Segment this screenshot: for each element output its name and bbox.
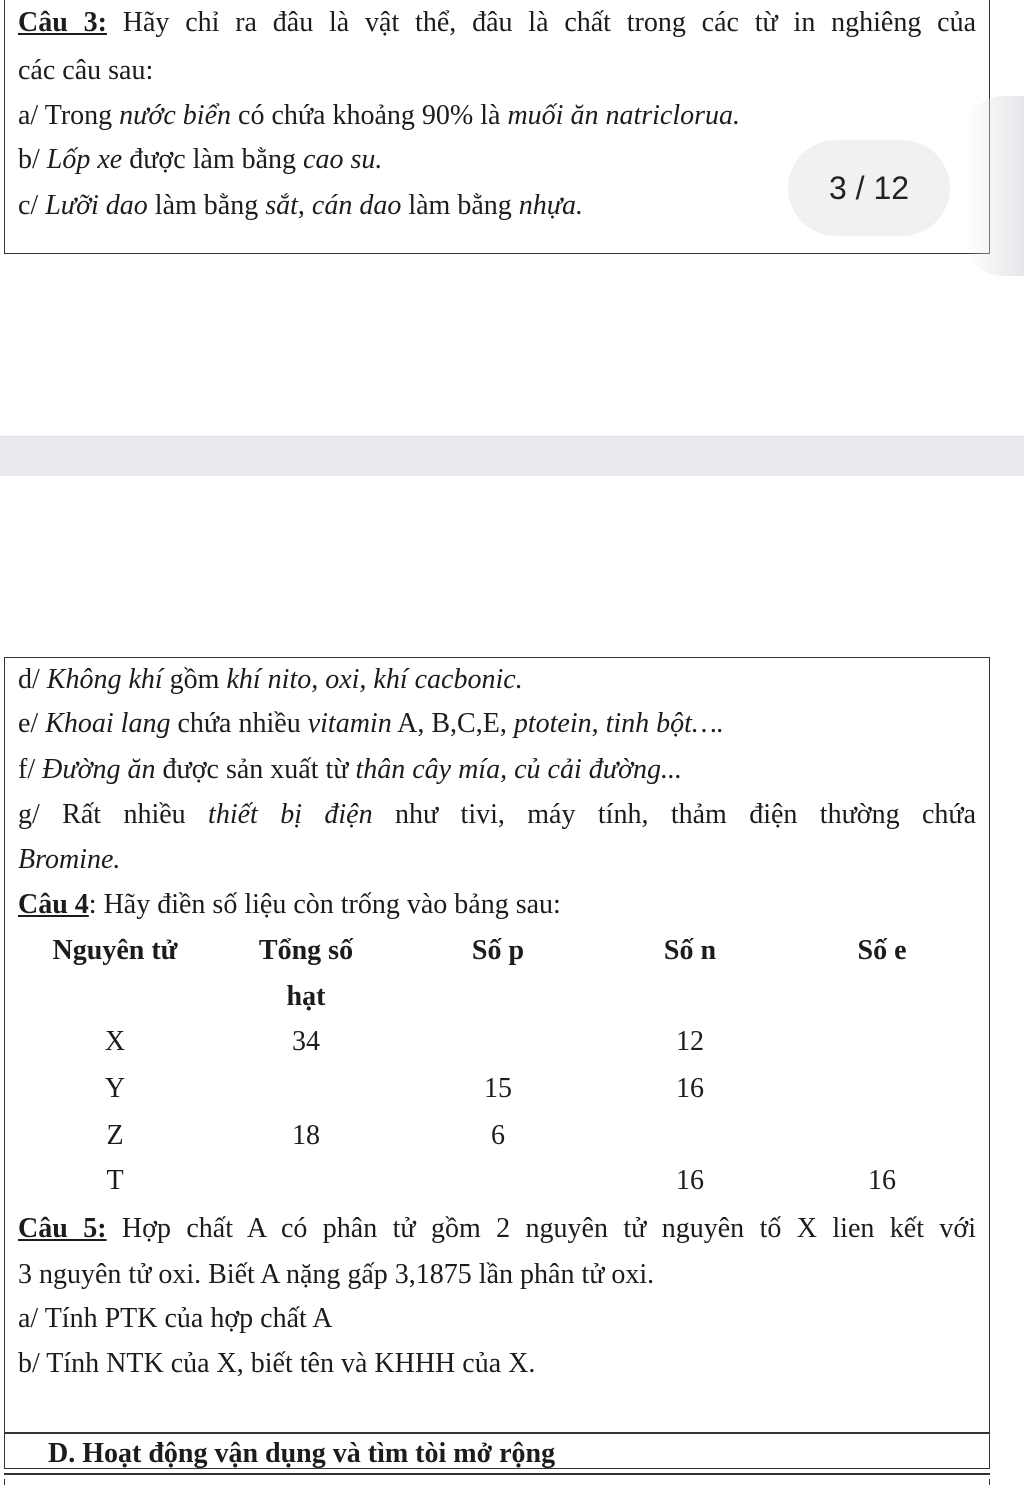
table-header: Tổng số (258, 935, 354, 966)
text: làm bằng (401, 190, 519, 221)
text: f/ (18, 754, 43, 785)
table-cell: 6 (491, 1120, 505, 1151)
italic-term: Lưỡi dao (45, 190, 148, 221)
page-indicator: 3 / 12 (788, 140, 950, 236)
italic-term: cán dao (311, 190, 402, 221)
q3-item-c (18, 188, 583, 224)
q3-item-b (18, 142, 382, 178)
document-page-bottom (0, 476, 1024, 1485)
table-header: Nguyên tử (52, 935, 178, 966)
q3-intro-line2: các câu sau: (18, 55, 154, 86)
scroll-edge-shadow (964, 96, 1024, 276)
italic-term: Không khí (46, 664, 163, 695)
italic-term: Đường ăn (42, 754, 156, 785)
italic-term: thiết bị điện (208, 799, 373, 830)
table-header: Số p (471, 935, 525, 966)
text: a/ Trong (18, 100, 120, 131)
q3-intro-line1 (18, 5, 976, 41)
text: được làm bằng (122, 144, 304, 175)
table-cell: 16 (676, 1073, 704, 1104)
table-header: Số e (857, 935, 907, 966)
q3-item-g (18, 797, 976, 833)
q3-item-f (18, 752, 682, 788)
italic-term: Bromine. (18, 844, 121, 875)
table-header-cont: hạt (286, 981, 326, 1012)
q3-label: Câu 3: (18, 7, 107, 38)
italic-term: vitamin (307, 708, 392, 739)
q5-text: Hợp chất A có phân tử gồm 2 nguyên tử nguyên tố X lien kết với (106, 1213, 976, 1244)
q3-item-d (18, 662, 523, 698)
q3-item-a (18, 98, 740, 134)
q5-item-a: a/ Tính PTK của hợp chất A (18, 1303, 333, 1334)
q5-label: Câu 5: (18, 1213, 107, 1244)
text: d/ (18, 664, 47, 695)
text: , (297, 190, 312, 221)
divider (4, 1432, 990, 1434)
text: có chứa khoảng 90% là (231, 100, 508, 131)
q4-label: Câu 4 (18, 889, 89, 920)
table-cell: Y (104, 1073, 126, 1104)
italic-term: thân cây mía, củ cải đường... (355, 754, 682, 785)
italic-term: khí nito, oxi, khí cacbonic. (226, 664, 523, 695)
italic-term: nhựa. (518, 190, 584, 221)
text: như tivi, máy tính, thảm điện thường chứa (372, 799, 976, 830)
italic-term: Khoai lang (45, 708, 171, 739)
page-gap (0, 436, 1024, 477)
table-edge (4, 1479, 990, 1485)
italic-term: Lốp xe (46, 144, 123, 175)
q5-line2: 3 nguyên tử oxi. Biết A nặng gấp 3,1875 lần phân tử oxi. (18, 1259, 655, 1290)
table-cell: T (106, 1165, 124, 1196)
text: c/ (18, 190, 46, 221)
text: g/ Rất nhiều (18, 799, 209, 830)
italic-term: ptotein, tinh bột…. (513, 708, 724, 739)
text: b/ (18, 144, 47, 175)
q4-heading (18, 887, 561, 923)
q5-item-b: b/ Tính NTK của X, biết tên và KHHH của X. (18, 1348, 536, 1379)
table-header: Số n (663, 935, 717, 966)
table-cell: 16 (676, 1165, 704, 1196)
q5-line1 (18, 1211, 976, 1247)
text: gồm (162, 664, 227, 695)
text: chứa nhiều (170, 708, 308, 739)
table-cell: 34 (292, 1026, 320, 1057)
q3-item-e (18, 706, 724, 742)
table-cell: 15 (484, 1073, 512, 1104)
italic-term: nước biển (119, 100, 232, 131)
section-d-heading: D. Hoạt động vận dụng và tìm tòi mở rộng (48, 1438, 556, 1469)
italic-term: sắt (265, 190, 298, 221)
q4-text: : Hãy điền số liệu còn trống vào bảng sau: (88, 889, 561, 920)
italic-term: cao su. (303, 144, 383, 175)
text: được sản xuất từ (155, 754, 356, 785)
table-cell: X (104, 1026, 126, 1057)
text: e/ (18, 708, 46, 739)
table-cell: 18 (292, 1120, 320, 1151)
text: A, B,C,E, (391, 708, 514, 739)
divider (4, 1473, 990, 1475)
document-page-top (0, 0, 1024, 436)
table-cell: 12 (676, 1026, 704, 1057)
table-cell: Z (106, 1120, 124, 1151)
text: làm bằng (147, 190, 266, 221)
q3-item-g-line2 (18, 842, 120, 878)
q3-intro-text: Hãy chỉ ra đâu là vật thể, đâu là chất trong các từ in nghiêng của (122, 7, 977, 38)
italic-term: muối ăn natriclorua. (507, 100, 740, 131)
table-cell: 16 (868, 1165, 896, 1196)
